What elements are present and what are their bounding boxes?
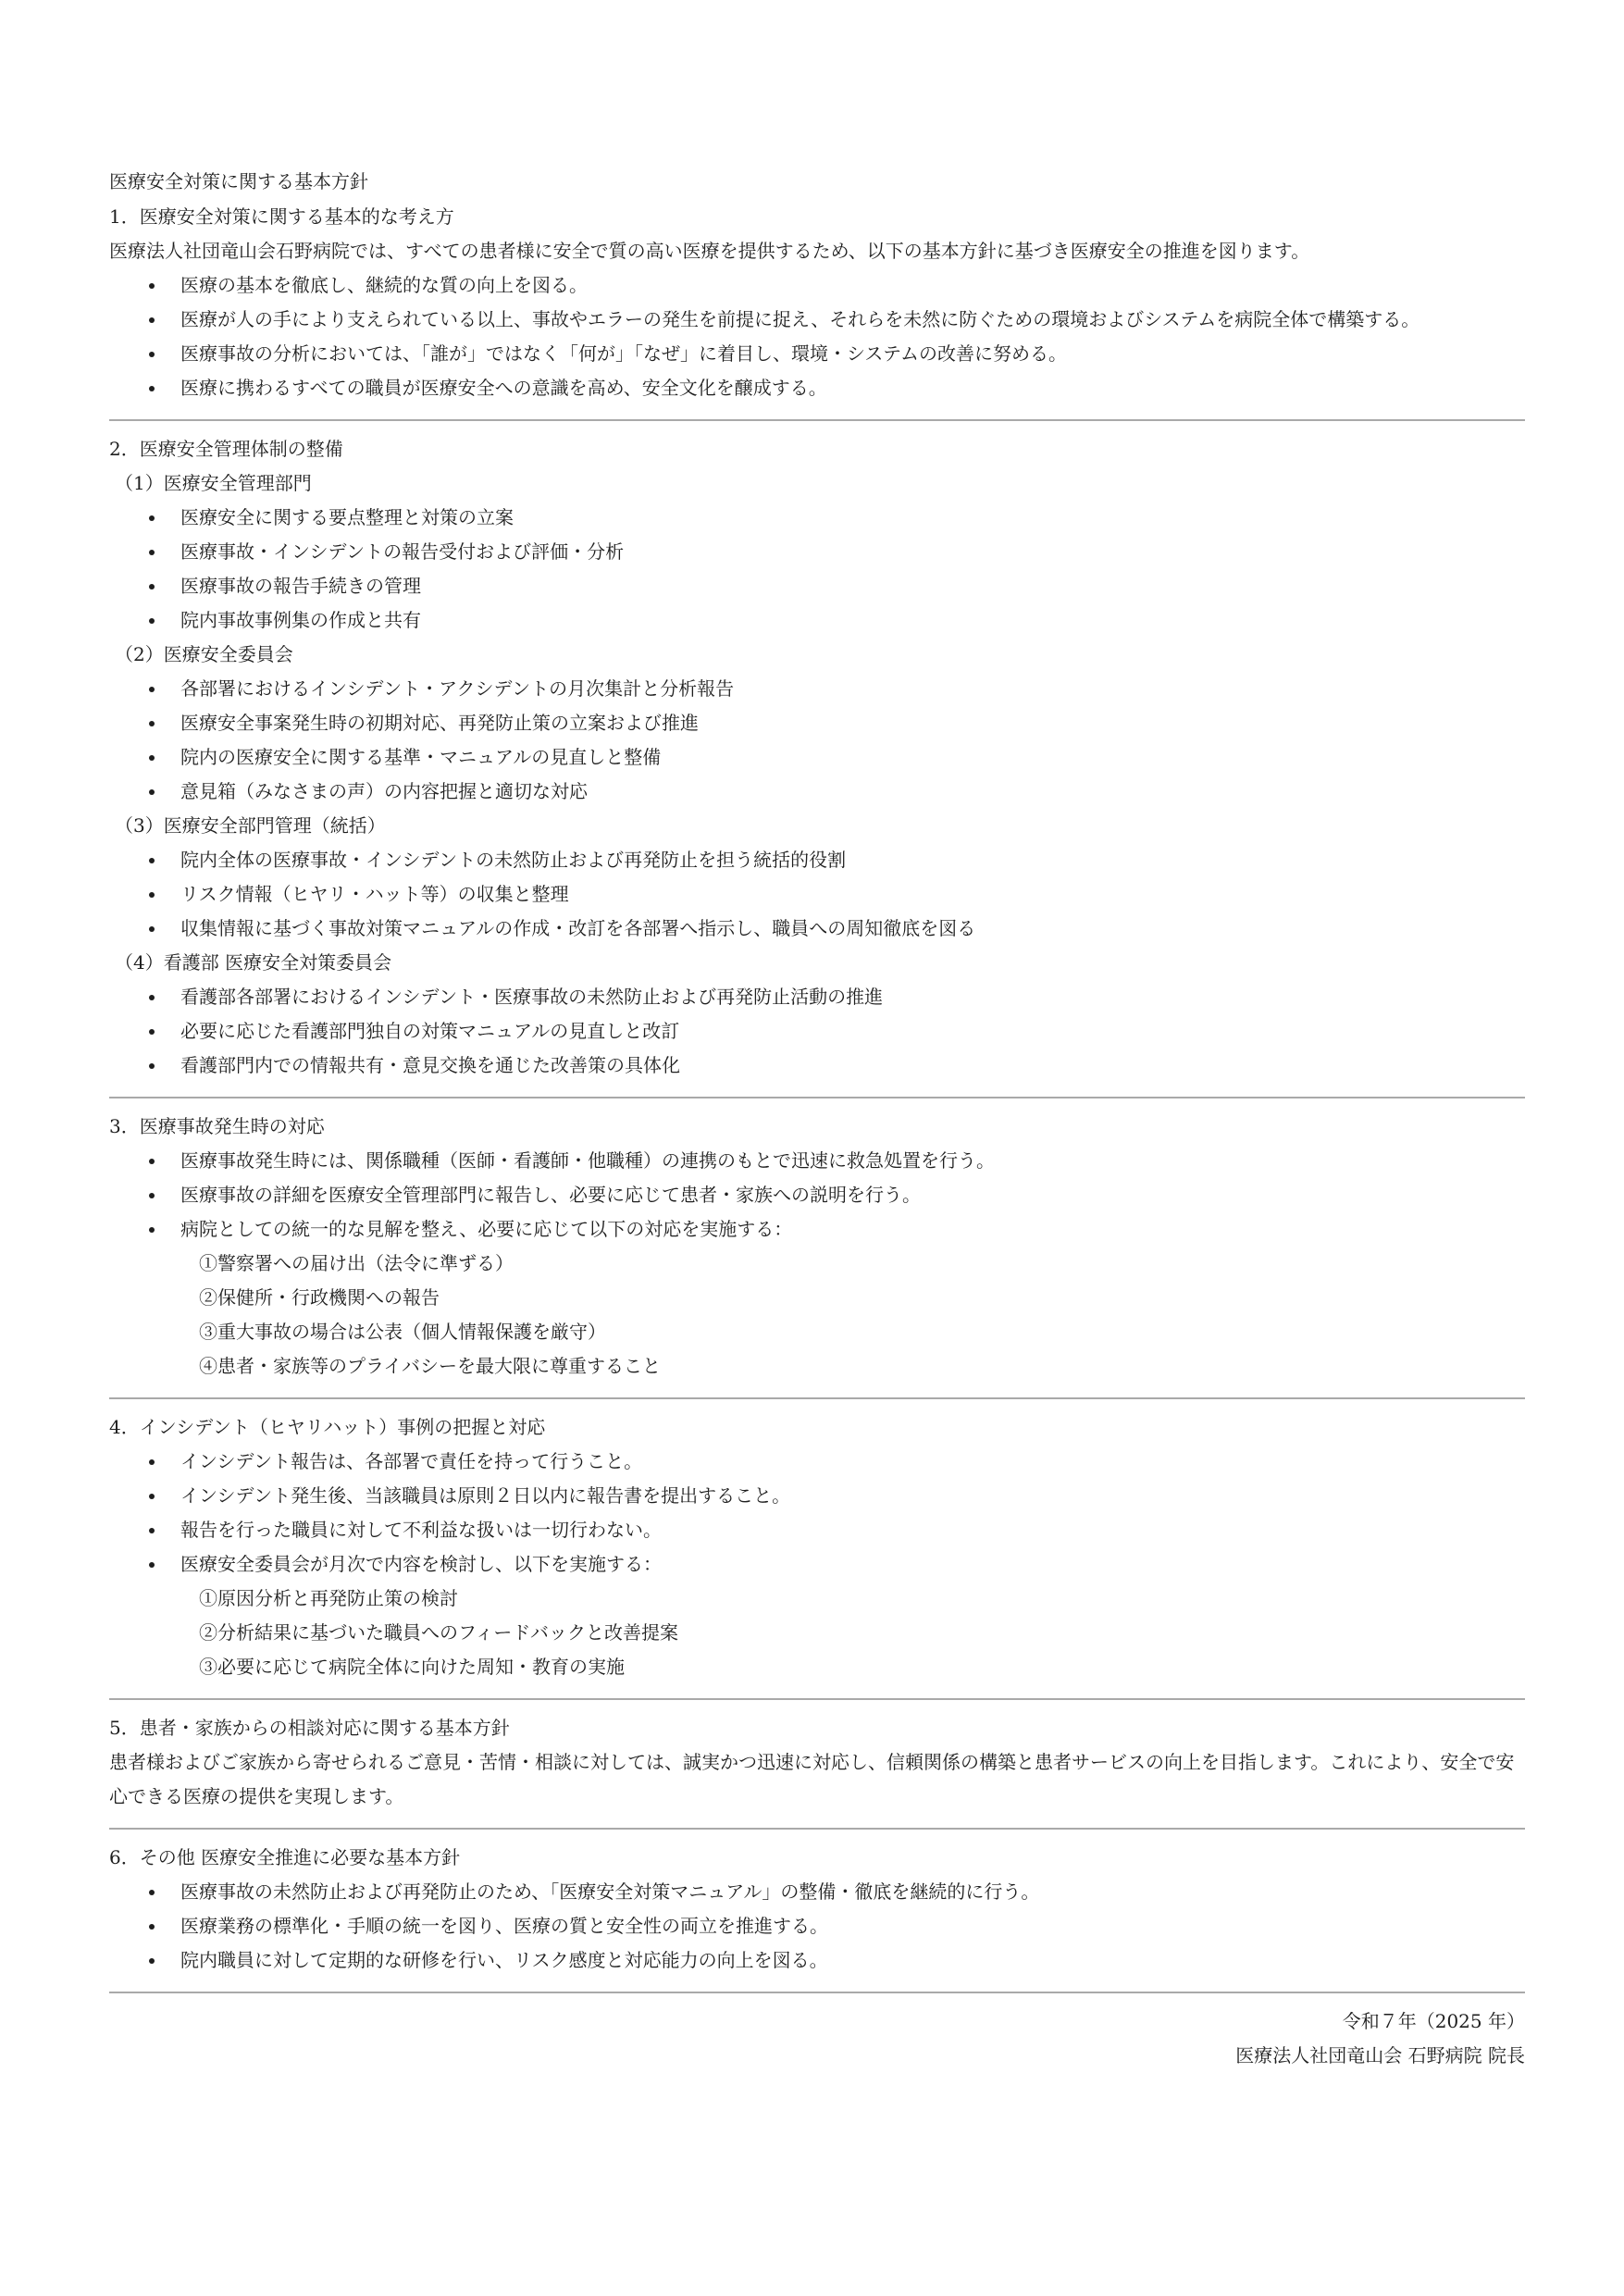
section-1-list: [109, 268, 1525, 405]
section-5-heading: 5．患者・家族からの相談対応に関する基本方針: [109, 1717, 510, 1739]
list-item: 看護部各部署におけるインシデント・医療事故の未然防止および再発防止活動の推進: [109, 980, 1525, 1014]
subsection-1-list: [109, 501, 1525, 638]
list-item: 医療業務の標準化・手順の統一を図り、医療の質と安全性の両立を推進する。: [109, 1909, 1525, 1943]
section-3: [109, 1110, 1525, 1384]
numbered-item: ①警察署への届け出（法令に準ずる）: [199, 1252, 514, 1274]
list-item: 医療が人の手により支えられている以上、事故やエラーの発生を前提に捉え、それらを未然に防ぐための環境およびシステムを病院全体で構築する。: [109, 303, 1525, 337]
numbered-item: ④患者・家族等のプライバシーを最大限に尊重すること: [199, 1355, 661, 1377]
list-item: 医療安全に関する要点整理と対策の立案: [109, 501, 1525, 535]
section-5-text: 患者様およびご家族から寄せられるご意見・苦情・相談に対しては、誠実かつ迅速に対応し、信頼関係の構築と患者サービスの向上を目指します。これにより、安全で安心できる医療の提供を実現します。: [109, 1751, 1515, 1807]
section-divider: [109, 419, 1525, 421]
section-6-heading: 6．その他 医療安全推進に必要な基本方針: [109, 1846, 461, 1868]
section-1: [109, 200, 1525, 405]
numbered-item: ②分析結果に基づいた職員へのフィードバックと改善提案: [199, 1621, 678, 1644]
subsection-4-list: [109, 980, 1525, 1083]
section-4-heading: 4．インシデント（ヒヤリハット）事例の把握と対応: [109, 1416, 546, 1438]
policy-document: [109, 165, 1525, 2073]
section-divider: [109, 1397, 1525, 1399]
list-item: 医療安全委員会が月次で内容を検討し、以下を実施する：: [109, 1547, 1525, 1582]
subsection-2-list: [109, 672, 1525, 809]
list-item: 院内事故事例集の作成と共有: [109, 603, 1525, 638]
numbered-item: ①原因分析と再発防止策の検討: [199, 1587, 458, 1609]
list-item: 病院としての統一的な見解を整え、必要に応じて以下の対応を実施する：: [109, 1212, 1525, 1247]
section-4-numbered-list: [109, 1582, 1525, 1684]
section-4-list: [109, 1445, 1525, 1582]
numbered-item: ②保健所・行政機関への報告: [199, 1286, 440, 1309]
list-item: 医療安全事案発生時の初期対応、再発防止策の立案および推進: [109, 706, 1525, 740]
signature: 医療法人社団竜山会 石野病院 院長: [1235, 2044, 1525, 2066]
section-4: [109, 1410, 1525, 1684]
section-5: [109, 1711, 1525, 1814]
section-2-heading: 2．医療安全管理体制の整備: [109, 438, 343, 460]
section-divider: [109, 1097, 1525, 1098]
list-item: 院内職員に対して定期的な研修を行い、リスク感度と対応能力の向上を図る。: [109, 1943, 1525, 1978]
list-item: インシデント報告は、各部署で責任を持って行うこと。: [109, 1445, 1525, 1479]
list-item: 医療事故発生時には、関係職種（医師・看護師・他職種）の連携のもとで迅速に救急処置を行う。: [109, 1144, 1525, 1178]
list-item: 医療事故・インシデントの報告受付および評価・分析: [109, 535, 1525, 569]
subsection-4-heading: （4）看護部 医療安全対策委員会: [115, 951, 392, 974]
list-item: リスク情報（ヒヤリ・ハット等）の収集と整理: [109, 877, 1525, 912]
subsection-1-heading: （1）医療安全管理部門: [115, 472, 312, 494]
list-item: 医療事故の報告手続きの管理: [109, 569, 1525, 603]
section-3-heading: 3．医療事故発生時の対応: [109, 1115, 325, 1137]
document-title: 医療安全対策に関する基本方針: [109, 170, 368, 192]
list-item: 意見箱（みなさまの声）の内容把握と適切な対応: [109, 775, 1525, 809]
section-6: [109, 1841, 1525, 1978]
list-item: 医療の基本を徹底し、継続的な質の向上を図る。: [109, 268, 1525, 303]
list-item: 医療に携わるすべての職員が医療安全への意識を高め、安全文化を醸成する。: [109, 371, 1525, 405]
section-3-numbered-list: [109, 1247, 1525, 1384]
subsection-2-heading: （2）医療安全委員会: [115, 643, 293, 665]
section-2: [109, 432, 1525, 1083]
section-divider: [109, 1992, 1525, 1993]
section-1-intro: 医療法人社団竜山会石野病院では、すべての患者様に安全で質の高い医療を提供するため、以下の基本方針に基づき医療安全の推進を図ります。: [109, 240, 1310, 262]
list-item: 医療事故の詳細を医療安全管理部門に報告し、必要に応じて患者・家族への説明を行う。: [109, 1178, 1525, 1212]
list-item: インシデント発生後、当該職員は原則２日以内に報告書を提出すること。: [109, 1479, 1525, 1513]
numbered-item: ③重大事故の場合は公表（個人情報保護を厳守）: [199, 1321, 606, 1343]
list-item: 医療事故の未然防止および再発防止のため、「医療安全対策マニュアル」の整備・徹底を継続的に行う。: [109, 1875, 1525, 1909]
list-item: 収集情報に基づく事故対策マニュアルの作成・改訂を各部署へ指示し、職員への周知徹底を図る: [109, 912, 1525, 946]
section-1-heading: 1．医療安全対策に関する基本的な考え方: [109, 205, 454, 228]
list-item: 報告を行った職員に対して不利益な扱いは一切行わない。: [109, 1513, 1525, 1547]
subsection-3-heading: （3）医療安全部門管理（統括）: [115, 814, 386, 837]
section-divider: [109, 1828, 1525, 1830]
numbered-item: ③必要に応じて病院全体に向けた周知・教育の実施: [199, 1656, 625, 1678]
section-divider: [109, 1698, 1525, 1700]
subsection-3-list: [109, 843, 1525, 946]
section-3-list: [109, 1144, 1525, 1247]
list-item: 院内全体の医療事故・インシデントの未然防止および再発防止を担う統括的役割: [109, 843, 1525, 877]
document-footer: [109, 2004, 1525, 2073]
section-6-list: [109, 1875, 1525, 1978]
list-item: 各部署におけるインシデント・アクシデントの月次集計と分析報告: [109, 672, 1525, 706]
list-item: 医療事故の分析においては、「誰が」ではなく「何が」「なぜ」に着目し、環境・システムの改善に努める。: [109, 337, 1525, 371]
list-item: 院内の医療安全に関する基準・マニュアルの見直しと整備: [109, 740, 1525, 775]
list-item: 看護部門内での情報共有・意見交換を通じた改善策の具体化: [109, 1049, 1525, 1083]
list-item: 必要に応じた看護部門独自の対策マニュアルの見直しと改訂: [109, 1014, 1525, 1049]
issue-date: 令和７年（2025 年）: [1342, 2010, 1525, 2032]
